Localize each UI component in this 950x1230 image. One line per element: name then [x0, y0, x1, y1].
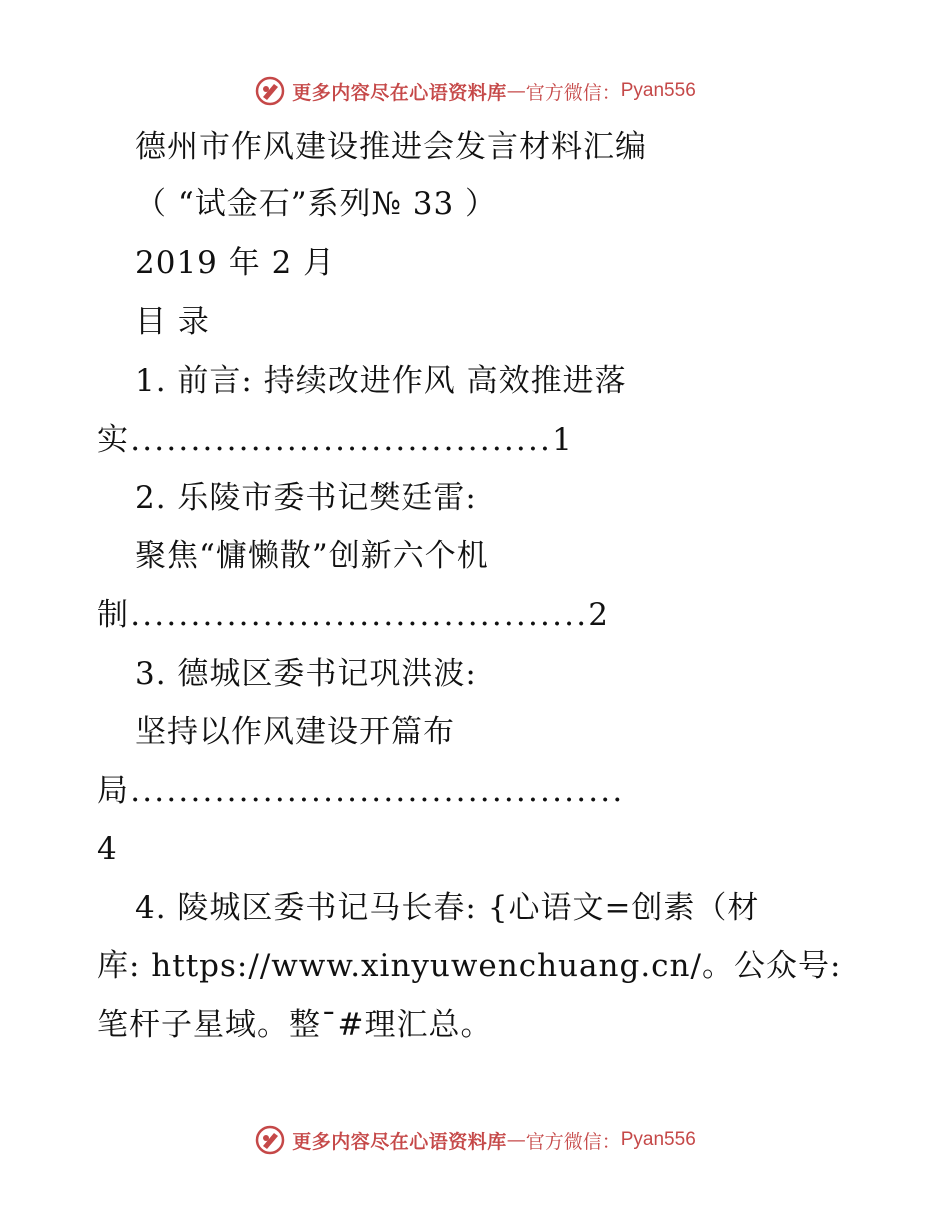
- watermark-label: 官方微信：: [525, 81, 621, 104]
- doc-date: 2019 年 2 月: [135, 245, 336, 281]
- toc-item-2-line3: 制......................................2: [97, 597, 611, 633]
- toc-item-1-line1: 1. 前言: 持续改进作风 高效推进落: [135, 363, 627, 399]
- toc-item-4-line2: 库: https://www.xinyuwenchuang.cn/。公众号:: [97, 948, 842, 984]
- toc-item-2-line1: 2. 乐陵市委书记樊廷雷:: [135, 480, 477, 516]
- toc-item-2-line2: 聚焦“慵懒散”创新六个机: [135, 538, 489, 574]
- watermark-dash: —: [506, 1129, 526, 1151]
- watermark-account: Pyan556: [620, 80, 696, 101]
- watermark-account: Pyan556: [620, 1129, 696, 1150]
- toc-item-4-line3: 笔杆子星域。整¯#理汇总。: [97, 1007, 493, 1043]
- toc-item-3-line2: 坚持以作风建设开篇布: [135, 714, 455, 750]
- toc-item-3-line3: 局.........................................: [97, 773, 625, 809]
- logo-icon: [254, 75, 286, 107]
- toc-item-3-page: 4: [97, 831, 118, 867]
- watermark-top: [0, 73, 950, 109]
- toc-item-1-line2: 实...................................1: [97, 422, 575, 458]
- watermark-text: 更多内容尽在心语资料库: [292, 81, 507, 104]
- watermark-dash: —: [506, 80, 526, 102]
- toc-item-4-line1: 4. 陵城区委书记马长春: {心语文=创素（材: [135, 890, 760, 926]
- watermark-text: 更多内容尽在心语资料库: [292, 1130, 507, 1153]
- doc-title: 德州市作风建设推进会发言材料汇编: [135, 129, 647, 165]
- logo-icon: [254, 1124, 286, 1156]
- toc-item-3-line1: 3. 德城区委书记巩洪波:: [135, 656, 477, 692]
- doc-series: （ “试金石”系列№ 33 ）: [135, 186, 498, 222]
- watermark-bottom: [0, 1122, 950, 1158]
- toc-heading: 目 录: [135, 304, 210, 340]
- watermark-label: 官方微信：: [525, 1130, 621, 1153]
